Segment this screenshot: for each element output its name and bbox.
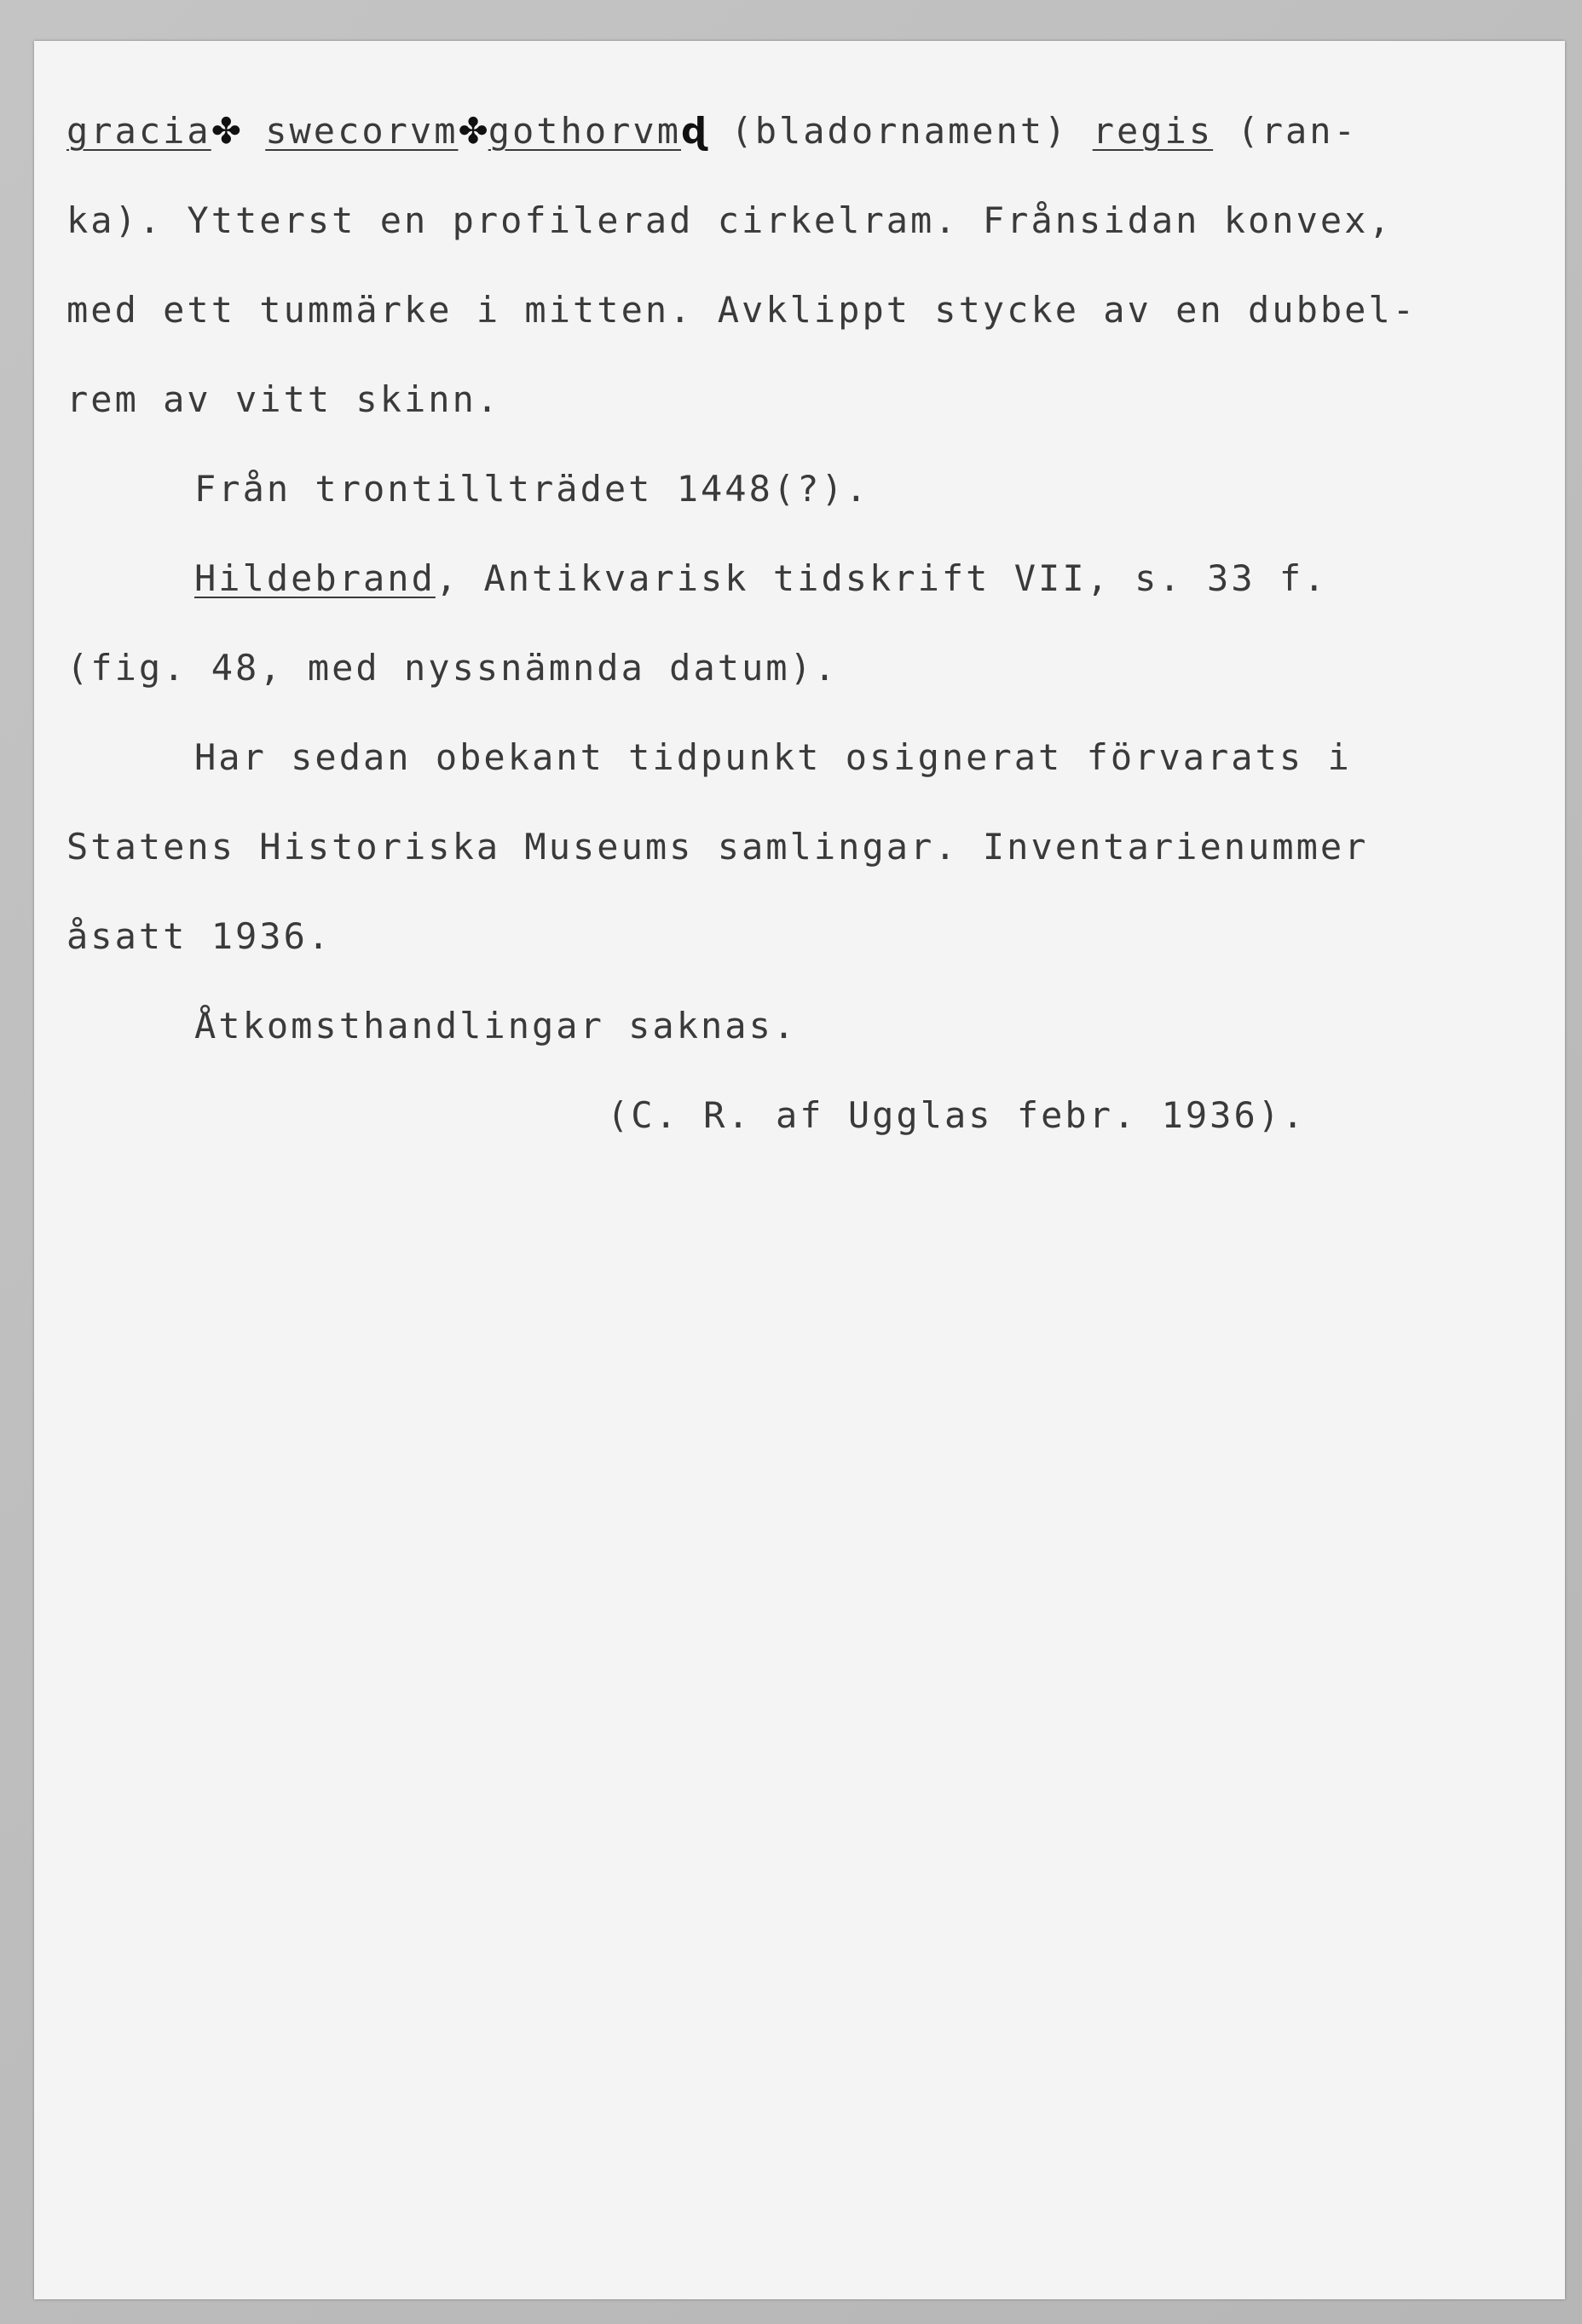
text-line-8: Har sedan obekant tidpunkt osignerat förvarats i bbox=[194, 736, 1352, 778]
text-line-5: Från trontillträdet 1448(?). bbox=[194, 468, 870, 510]
ornament-note-end: (ran- bbox=[1213, 110, 1358, 152]
inscription-word-regis: regis bbox=[1092, 110, 1214, 152]
text-line-9: Statens Historiska Museums samlingar. Inventarienummer bbox=[66, 826, 1369, 868]
inscription-word-gracia: gracia bbox=[66, 110, 211, 152]
text-line-2: ka). Ytterst en profilerad cirkelram. Frånsidan konvex, bbox=[66, 199, 1393, 241]
author-name: Hildebrand bbox=[194, 557, 436, 599]
separator-mark-icon: ɖ bbox=[681, 110, 707, 152]
text-line-7: (fig. 48, med nyssnämnda datum). bbox=[66, 647, 839, 689]
inscription-word-gothorvm: gothorvm bbox=[488, 110, 682, 152]
cross-mark-icon: ✤ bbox=[458, 110, 488, 152]
ornament-note: (bladornament) bbox=[707, 110, 1093, 152]
text-line-4: rem av vitt skinn. bbox=[66, 378, 501, 420]
signature-line: (C. R. af Ugglas febr. 1936). bbox=[607, 1094, 1307, 1136]
text-line-3: med ett tummärke i mitten. Avklippt stycke av en dubbel- bbox=[66, 289, 1417, 331]
inscription-word-swecorvm: swecorvm bbox=[265, 110, 459, 152]
text-line-10: åsatt 1936. bbox=[66, 915, 332, 957]
text-line-1 bbox=[66, 110, 1358, 152]
citation-text: , Antikvarisk tidskrift VII, s. 33 f. bbox=[435, 557, 1328, 599]
archive-card bbox=[34, 41, 1565, 2299]
cross-mark-icon: ✤ bbox=[211, 110, 241, 152]
text-line-11: Åtkomsthandlingar saknas. bbox=[194, 1005, 798, 1047]
text-line-6 bbox=[194, 557, 1328, 599]
